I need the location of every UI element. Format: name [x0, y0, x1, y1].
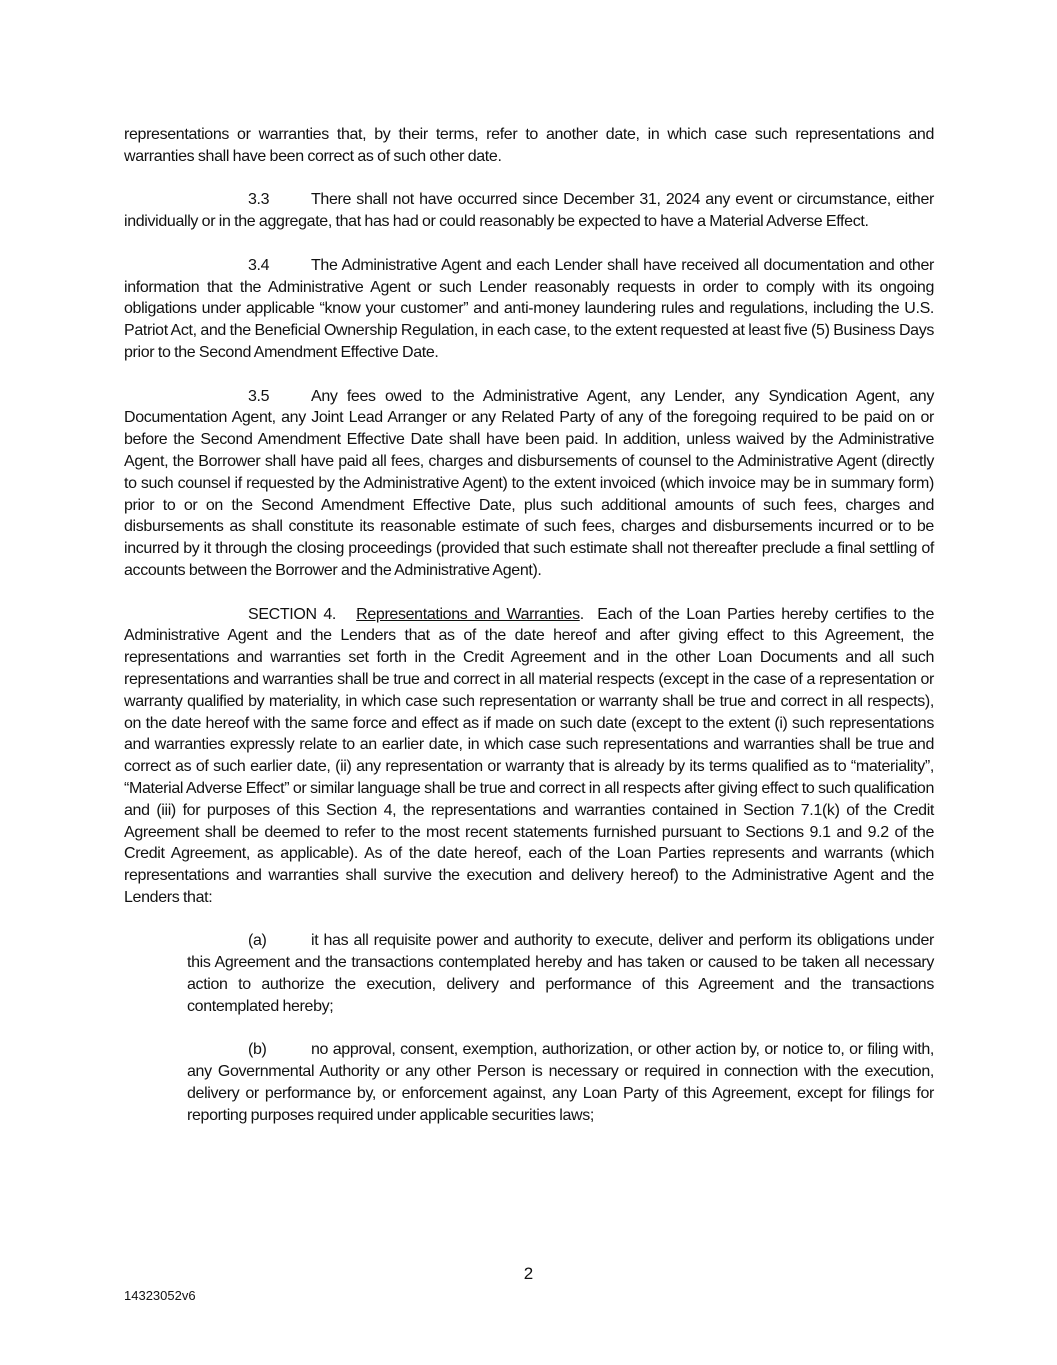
subparagraph-a: [187, 930, 934, 1017]
section-text: Each of the Loan Parties hereby certifies to the Administrative Agent and the Lenders that as of the date hereof and after giving effect to this Agreement, the representations and warranties set forth in the Credit Agreement and in the other Loan Documents and all such representations and warranties shall be true and correct in all material respects (except in the case of a representation or warranty qualified by materiality, in which case such representation or warranty shall be true and correct in all respects), on the date hereof with the same force and effect as if made on such date (except to the extent (i) such representations and warranties expressly relate to an earlier date, in which case such representations and warranties shall be true and correct as of such earlier date, (ii) any representation or warranty that is already by its terms qualified as to “materiality”, “Material Adverse Effect” or similar language shall be true and correct in all respects after giving effect to such qualification and (iii) for purposes of this Section 4, the representations and warranties contained in Section 7.1(k) of the Credit Agreement shall be deemed to refer to the most recent statements furnished pursuant to Sections 9.1 and 9.2 of the Credit Agreement, as applicable). As of the date hereof, each of the Loan Parties represents and warrants (which representations and warranties shall survive the execution and delivery hereof) to the Administrative Agent and the Lenders that:: [124, 605, 934, 906]
paragraph-3-3: [124, 189, 934, 233]
paragraph-text: The Administrative Agent and each Lender shall have received all documentation and other information that the Administrative Agent or such Lender reasonably requests in order to comply with its ongoing obligations under applicable “know your customer” and anti-money laundering rules and regulations, including the U.S. Patriot Act, and the Beneficial Ownership Regulation, in each case, to the extent requested at least five (5) Business Days prior to the Second Amendment Effective Date.: [124, 256, 934, 361]
subparagraph-label: (a): [248, 932, 267, 950]
section-title: Representations and Warranties: [356, 605, 580, 623]
subparagraph-text: no approval, consent, exemption, authorization, or other action by, or notice to, or filing with, any Governmental Authority or any other Person is necessary or required in connection with the execution, delivery or performance by, or enforcement against, any Loan Party of this Agreement, except for filings for reporting purposes required under applicable securities laws;: [187, 1041, 934, 1124]
subparagraph-text: it has all requisite power and authority to execute, deliver and perform its obligations under this Agreement and the transactions contemplated hereby and has taken or caused to be taken all necessary action to authorize the execution, delivery and performance of this Agreement and the transactions contemplated hereby;: [187, 932, 934, 1015]
paragraph-text: There shall not have occurred since December 31, 2024 any event or circumstance, either individually or in the aggregate, that has had or could reasonably be expected to have a Material Adverse Effect.: [124, 191, 934, 231]
subparagraph-b: [187, 1039, 934, 1126]
document-body: [124, 124, 934, 1148]
paragraph-text: Any fees owed to the Administrative Agent, any Lender, any Syndication Agent, any Documentation Agent, any Joint Lead Arranger or any Related Party of any of the foregoing required to be paid on or before the Second Amendment Effective Date shall have been paid. In addition, unless waived by the Administrative Agent, the Borrower shall have paid all fees, charges and disbursements of counsel to the Administrative Agent (directly to such counsel if requested by the Administrative Agent) to the extent invoiced (which invoice may be in summary form) prior to or on the Second Amendment Effective Date, plus such additional amounts of such fees, charges and disbursements as shall constitute its reasonable estimate of such fees, charges and disbursements incurred or to be incurred by it through the closing proceedings (provided that such estimate shall not thereafter preclude a final settling of accounts between the Borrower and the Administrative Agent).: [124, 387, 934, 579]
section-4-paragraph: SECTION 4. Representations and Warranties. Each of the Loan Parties hereby certifies to the Administrative Agent and the Lenders that as of the date hereof and after giving effect to this Agreement, the representations and warranties set forth in the Credit Agreement and in the other Loan Documents and all such representations and warranties shall be true and correct in all material respects (except in the case of a representation or warranty qualified by materiality, in which case such representation or warranty shall be true and correct in all respects), on the date hereof with the same force and effect as if made on such date (except to the extent (i) such representations and warranties expressly relate to an earlier date, in which case such representations and warranties shall be true and correct as of such earlier date, (ii) any representation or warranty that is already by its terms qualified as to “materiality”, “Material Adverse Effect” or similar language shall be true and correct in all respects after giving effect to such qualification and (iii) for purposes of this Section 4, the representations and warranties contained in Section 7.1(k) of the Credit Agreement shall be deemed to refer to the most recent statements furnished pursuant to Sections 9.1 and 9.2 of the Credit Agreement, as applicable). As of the date hereof, each of the Loan Parties represents and warrants (which representations and warranties shall survive the execution and delivery hereof) to the Administrative Agent and the Lenders that:: [124, 605, 934, 906]
page-number: 2: [523, 1264, 534, 1283]
paragraph-number: 3.3: [248, 191, 270, 209]
paragraph-3-4: [124, 255, 934, 364]
paragraph-number: 3.4: [248, 256, 270, 274]
section-label: SECTION 4.: [248, 605, 337, 623]
paragraph-number: 3.5: [248, 387, 270, 405]
subparagraph-label: (b): [248, 1041, 267, 1059]
paragraph-3-5: [124, 386, 934, 582]
intro-continuation-paragraph: representations or warranties that, by their terms, refer to another date, in which case such representations and warranties shall have been correct as of such other date.: [124, 126, 934, 165]
document-id: 14323052v6: [124, 1288, 196, 1303]
